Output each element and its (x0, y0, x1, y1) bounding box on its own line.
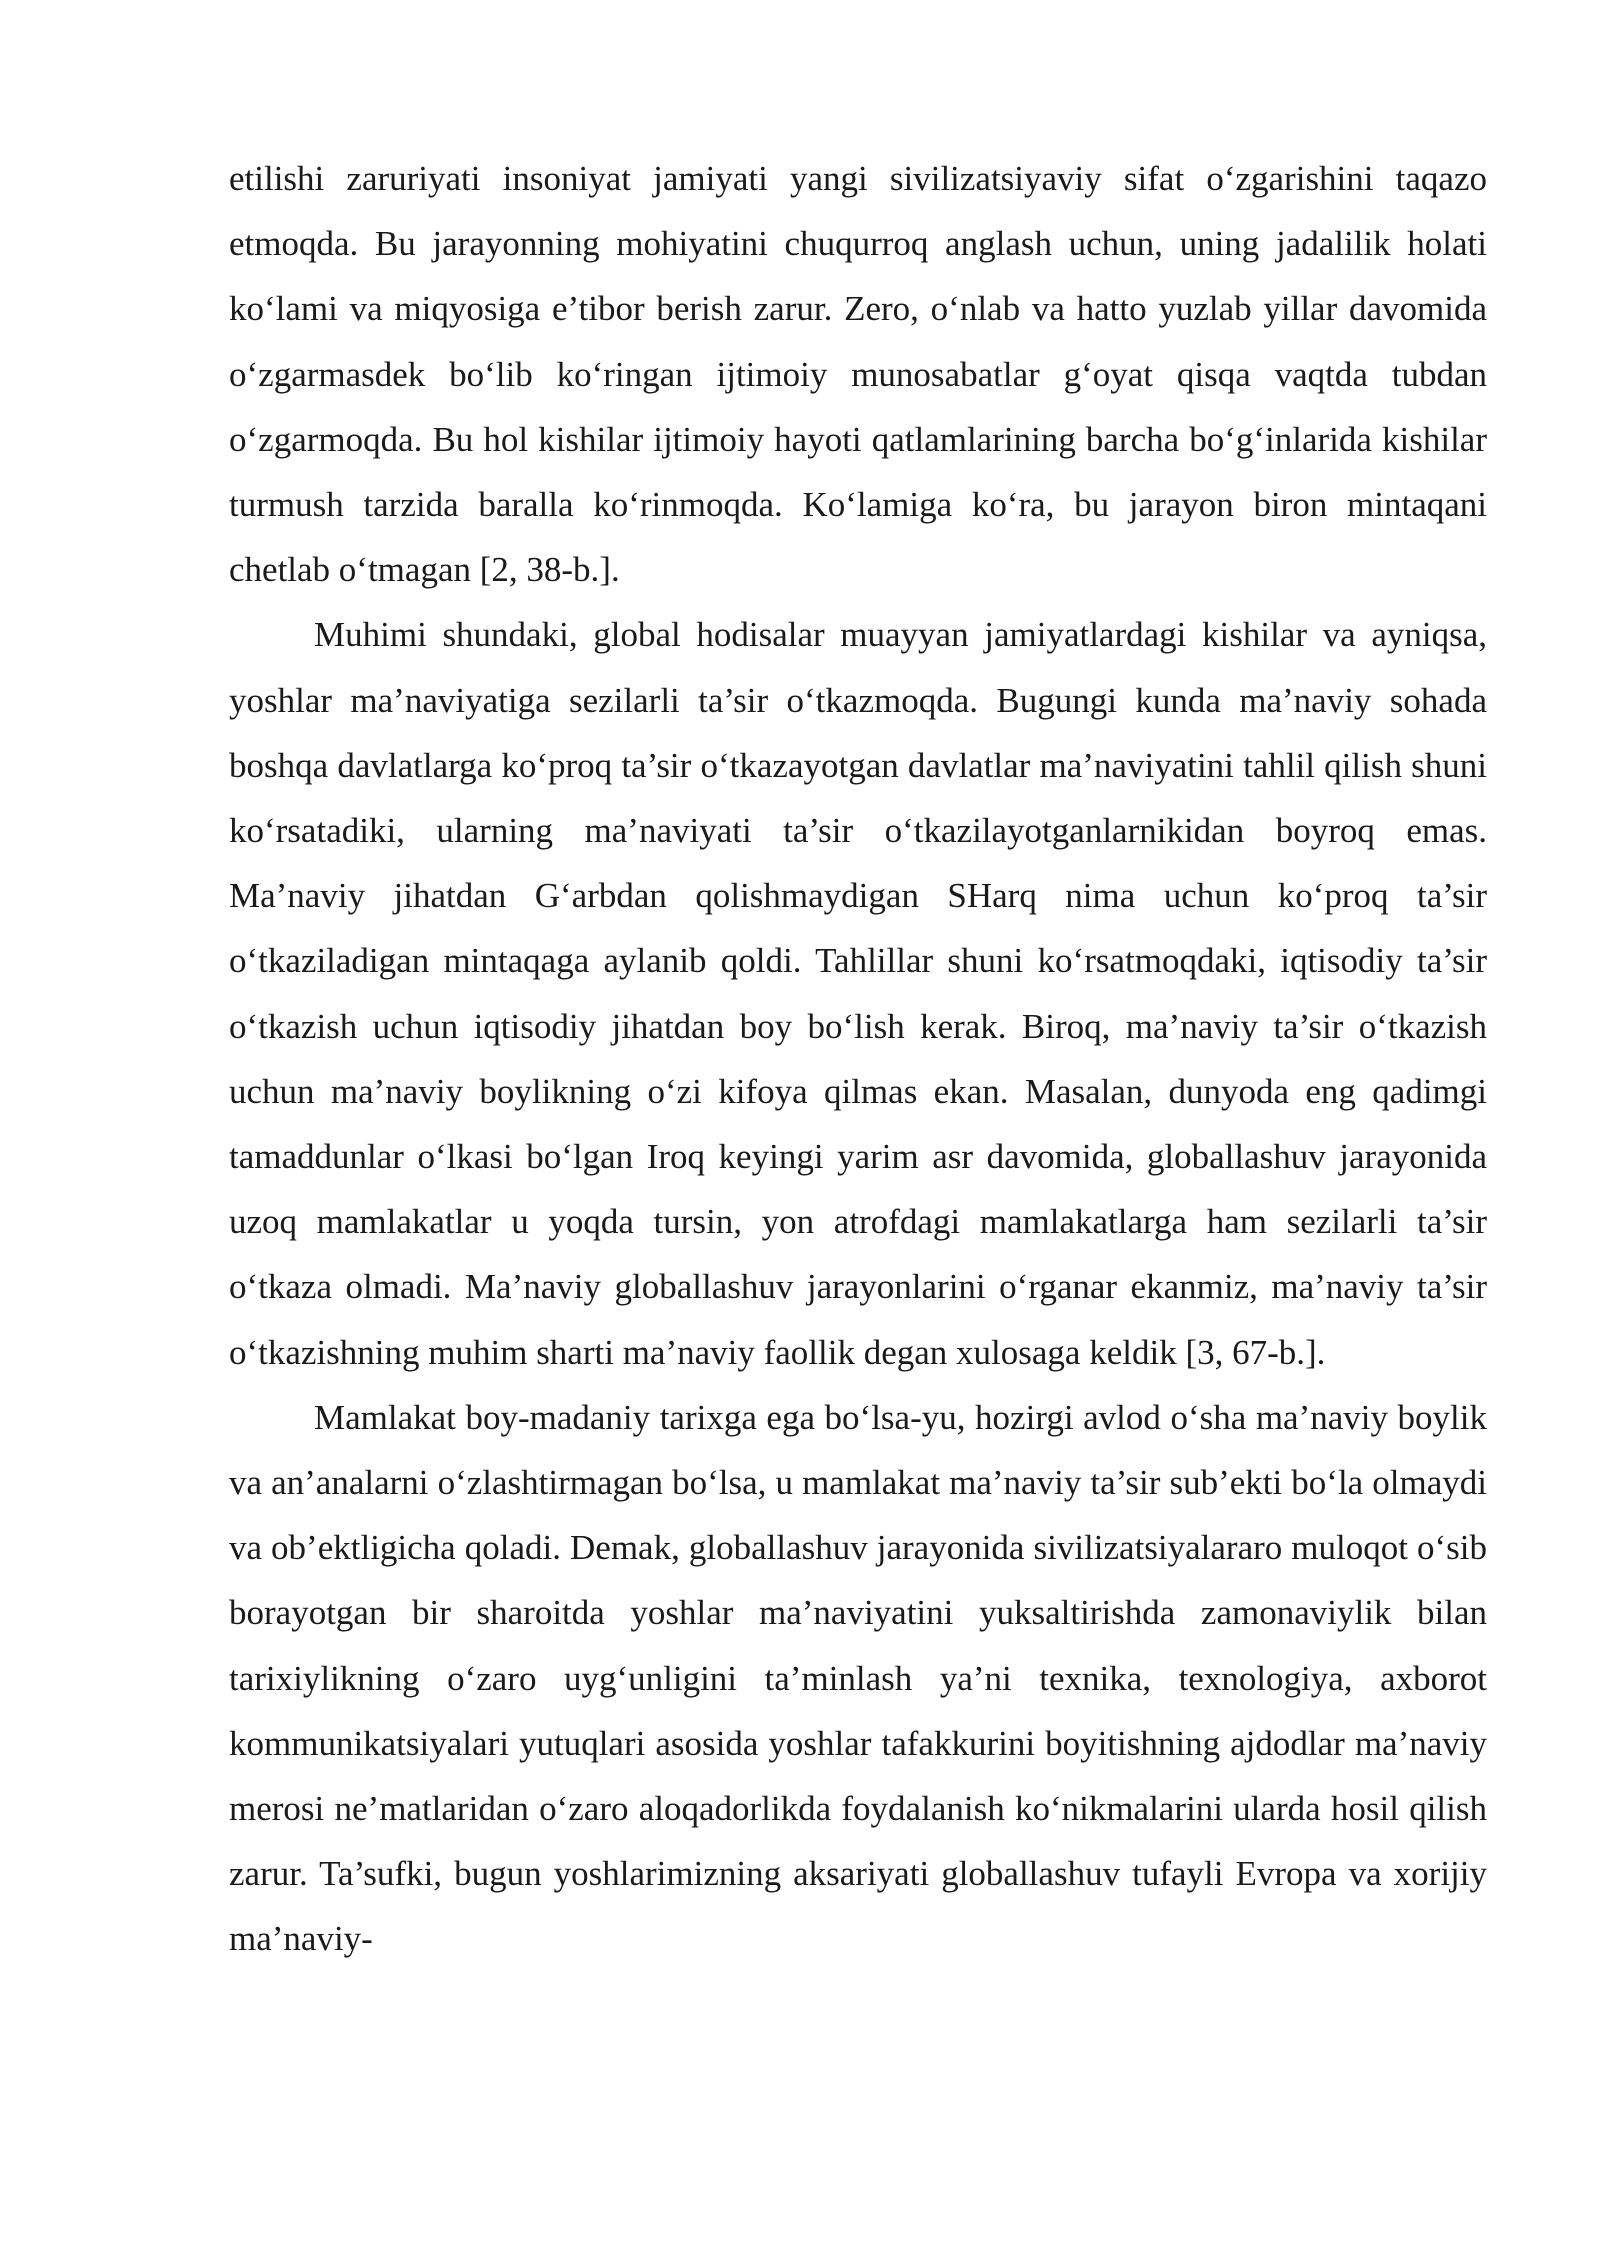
paragraph-2: Muhimi shundaki, global hodisalar muayyan jamiyatlardagi kishilar va ayniqsa, yoshlar ma’naviyatiga sezilarli ta’sir o‘tkazmoqda. Bugungi kunda ma’naviy sohada boshqa davlatlarga ko‘proq ta’sir o‘tkazayotgan davlatlar ma’naviyatini tahlil qilish shuni ko‘rsatadiki, ularning ma’naviyati ta’sir o‘tkazilayotganlarnikidan boyroq emas. Ma’naviy jihatdan G‘arbdan qolishmaydigan SHarq nima uchun ko‘proq ta’sir o‘tkaziladigan mintaqaga aylanib qoldi. Tahlillar shuni ko‘rsatmoqdaki, iqtisodiy ta’sir o‘tkazish uchun iqtisodiy jihatdan boy bo‘lish kerak. Biroq, ma’naviy ta’sir o‘tkazish uchun ma’naviy boylikning o‘zi kifoya qilmas ekan. Masalan, dunyoda eng qadimgi tamaddunlar o‘lkasi bo‘lgan Iroq keyingi yarim asr davomida, globallashuv jarayonida uzoq mamlakatlar u yoqda tursin, yon atrofdagi mamlakatlarga ham sezilarli ta’sir o‘tkaza olmadi. Ma’naviy globallashuv jarayonlarini o‘rganar ekanmiz, ma’naviy ta’sir o‘tkazishning muhim sharti ma’naviy faollik degan xulosaga keldik [3, 67-b.]. (229, 615, 1487, 1372)
document-text-body (229, 146, 1487, 1972)
paragraph-1: etilishi zaruriyati insoniyat jamiyati yangi sivilizatsiyaviy sifat o‘zgarishini taqazo etmoqda. Bu jarayonning mohiyatini chuqurroq anglash uchun, uning jadalilik holati ko‘lami va miqyosiga e’tibor berish zarur. Zero, o‘nlab va hatto yuzlab yillar davomida o‘zgarmasdek bo‘lib ko‘ringan ijtimoiy munosabatlar g‘oyat qisqa vaqtda tubdan o‘zgarmoqda. Bu hol kishilar ijtimoiy hayoti qatlamlarining barcha bo‘g‘inlarida kishilar turmush tarzida baralla ko‘rinmoqda. Ko‘lamiga ko‘ra, bu jarayon biron mintaqani chetlab o‘tmagan [2, 38-b.]. (229, 159, 1487, 590)
paragraph-3: Mamlakat boy-madaniy tarixga ega bo‘lsa-yu, hozirgi avlod o‘sha ma’naviy boylik va an’analarni o‘zlashtirmagan bo‘lsa, u mamlakat ma’naviy ta’sir sub’ekti bo‘la olmaydi va ob’ektligicha qoladi. Demak, globallashuv jarayonida sivilizatsiyalararo muloqot o‘sib borayotgan bir sharoitda yoshlar ma’naviyatini yuksaltirishda zamonaviylik bilan tarixiylikning o‘zaro uyg‘unligini ta’minlash ya’ni texnika, texnologiya, axborot kommunikatsiyalari yutuqlari asosida yoshlar tafakkurini boyitishning ajdodlar ma’naviy merosi ne’matlaridan o‘zaro aloqadorlikda foydalanish ko‘nikmalarini ularda hosil qilish zarur. Ta’sufki, bugun yoshlarimizning aksariyati globallashuv tufayli Evropa va xorijiy ma’naviy- (229, 1397, 1487, 1959)
